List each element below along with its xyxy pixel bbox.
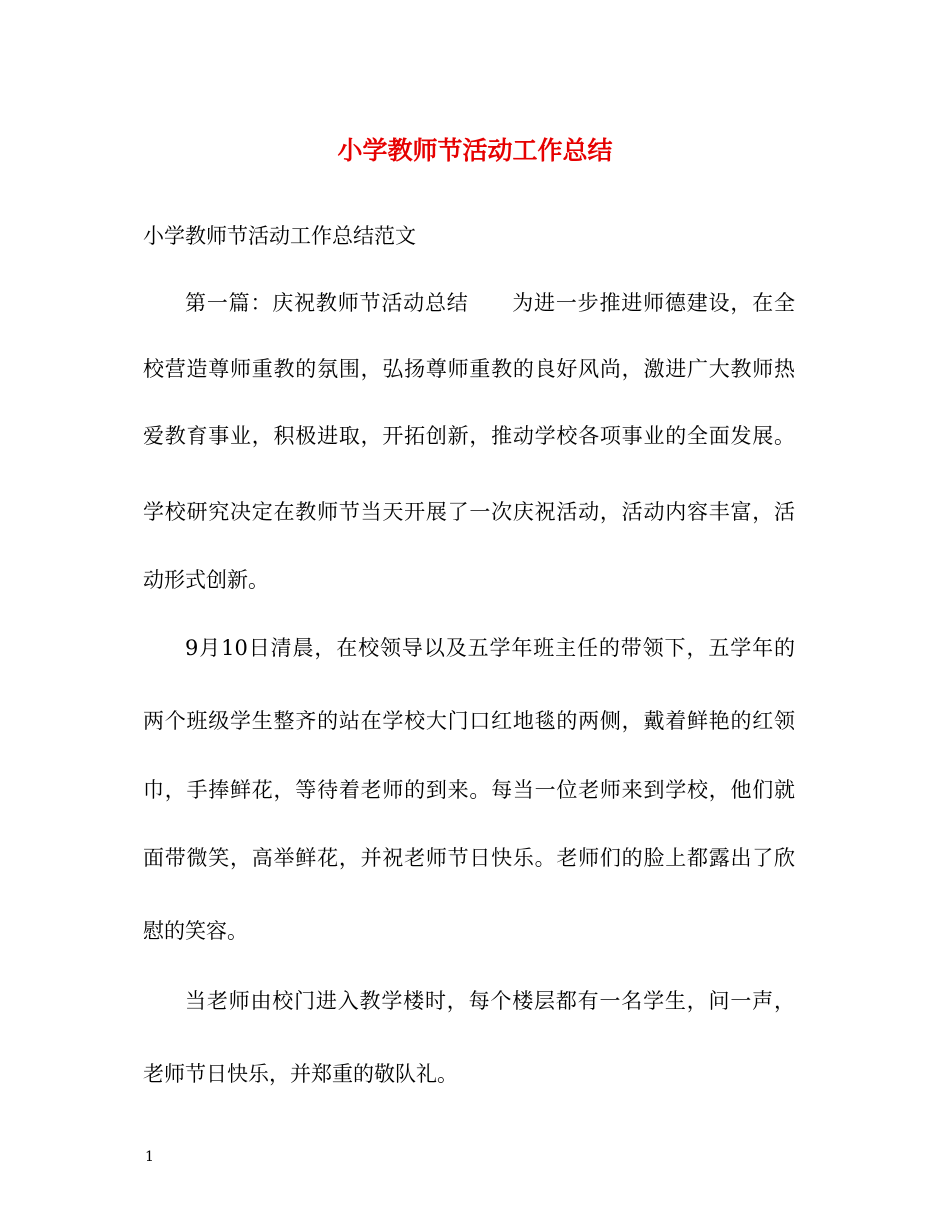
- page-number: 1: [145, 1149, 154, 1165]
- paragraph-line-8: 巾，手捧鲜花，等待着老师的到来。每当一位老师来到学校，他们就: [143, 778, 795, 802]
- paragraph-line-6: 9月10日清晨，在校领导以及五学年班主任的带领下，五学年的: [185, 636, 795, 660]
- paragraph-line-3: 爱教育事业，积极进取，开拓创新，推动学校各项事业的全面发展。: [143, 424, 795, 448]
- paragraph-line-12: 老师节日快乐，并郑重的敬队礼。: [143, 1062, 458, 1086]
- paragraph-line-5: 动形式创新。: [143, 568, 269, 592]
- paragraph-line-2: 校营造尊师重教的氛围，弘扬尊师重教的良好风尚，激进广大教师热: [143, 357, 795, 381]
- paragraph-line-11: 当老师由校门进入教学楼时，每个楼层都有一名学生，问一声，: [185, 989, 795, 1013]
- paragraph-line-10: 慰的笑容。: [143, 919, 248, 943]
- paragraph-line-4: 学校研究决定在教师节当天开展了一次庆祝活动，活动内容丰富，活: [143, 500, 795, 524]
- paragraph-line-1: 第一篇：庆祝教师节活动总结 为进一步推进师德建设，在全: [185, 291, 795, 315]
- document-subtitle: 小学教师节活动工作总结范文: [143, 224, 416, 248]
- paragraph-line-7: 两个班级学生整齐的站在学校大门口红地毯的两侧，戴着鲜艳的红领: [143, 709, 795, 733]
- document-title: 小学教师节活动工作总结: [337, 136, 613, 165]
- paragraph-line-9: 面带微笑，高举鲜花，并祝老师节日快乐。老师们的脸上都露出了欣: [143, 846, 795, 870]
